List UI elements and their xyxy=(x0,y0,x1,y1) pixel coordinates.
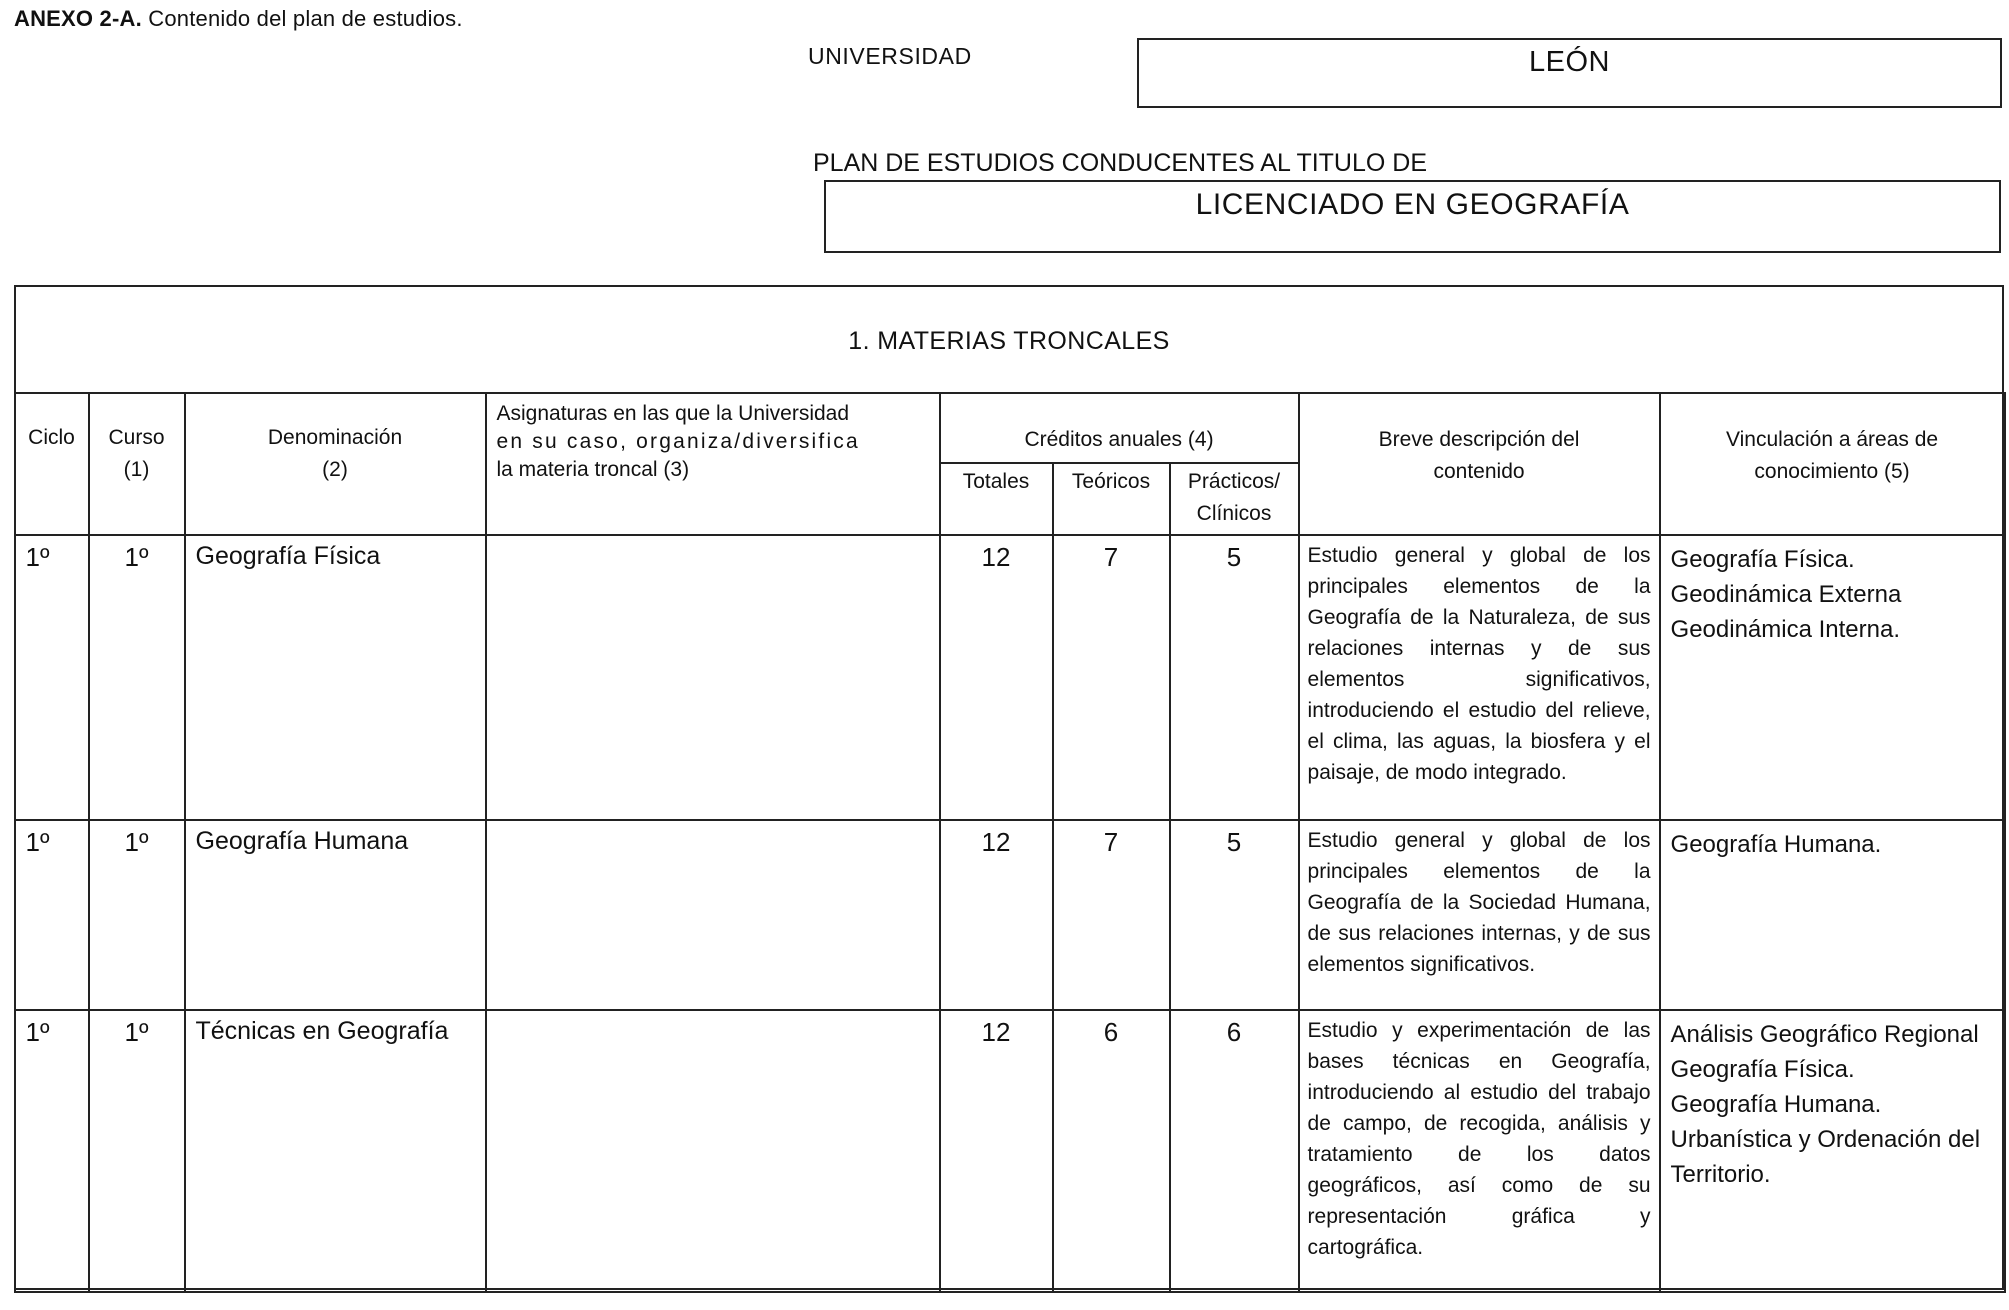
cell-descripcion: Estudio y experimentación de las bases técnicas en Geografía, introduciendo al estudio del trabajo de campo, de recogida, análisis y tratamiento de los datos geográficos, así como de su representación gráfica y cartográfica. xyxy=(1299,1010,1660,1292)
col-totales-label: Totales xyxy=(962,470,1030,493)
document-heading xyxy=(14,6,463,32)
vinculacion-item: Urbanística y Ordenación del Territorio. xyxy=(1670,1126,1981,1188)
vinculacion-item: Geografía Física. xyxy=(1670,1056,1855,1083)
cell-totales: 12 xyxy=(940,820,1053,1010)
cell-totales: 12 xyxy=(940,535,1053,820)
cell-denominacion: Geografía Física xyxy=(185,535,486,820)
col-curso-note: (1) xyxy=(123,458,150,481)
cell-practicos: 5 xyxy=(1170,820,1299,1010)
vinculacion-item: Geodinámica Externa xyxy=(1670,581,1902,608)
cell-curso: 1º xyxy=(89,1010,185,1292)
col-practicos-line2: Clínicos xyxy=(1196,502,1272,525)
anexo-label: ANEXO 2-A. xyxy=(14,6,142,31)
cell-descripcion: Estudio general y global de los principales elementos de la Geografía de la Sociedad Humana, de sus relaciones internas, y de sus elementos significativos. xyxy=(1299,820,1660,1010)
col-curso xyxy=(89,393,185,535)
col-vinculacion-line1: Vinculación a áreas de xyxy=(1725,428,1939,451)
col-curso-label: Curso xyxy=(108,426,165,449)
cell-teoricos: 6 xyxy=(1053,1010,1170,1292)
cell-denominacion: Técnicas en Geografía xyxy=(185,1010,486,1292)
vinculacion-item: Geografía Humana. xyxy=(1670,831,1882,858)
universidad-box xyxy=(1137,38,2002,108)
vinculacion-item: Geodinámica Interna. xyxy=(1670,616,1900,643)
cell-descripcion: Estudio general y global de los principales elementos de la Geografía de la Naturaleza, de sus relaciones internas y de sus elementos significativos, introduciendo el estudio del relieve, el clima, las aguas, la biosfera y el paisaje, de modo integrado. xyxy=(1299,535,1660,820)
table-row xyxy=(15,1010,2005,1292)
table-row xyxy=(15,535,2005,820)
cell-ciclo: 1º xyxy=(15,820,89,1010)
col-vinculacion-line2: conocimiento (5) xyxy=(1754,460,1910,483)
cell-teoricos: 7 xyxy=(1053,820,1170,1010)
col-vinculacion xyxy=(1660,393,2005,535)
col-practicos-line1: Prácticos/ xyxy=(1187,470,1281,493)
cell-curso: 1º xyxy=(89,535,185,820)
plan-label: PLAN DE ESTUDIOS CONDUCENTES AL TITULO DE xyxy=(813,149,1428,177)
cell-vinculacion xyxy=(1660,820,2005,1010)
col-teoricos-label: Teóricos xyxy=(1071,470,1151,493)
col-creditos xyxy=(940,393,1299,463)
vinculacion-item: Geografía Física. xyxy=(1670,546,1855,573)
plan-box xyxy=(824,180,2001,253)
col-descripcion xyxy=(1299,393,1660,535)
cell-totales: 12 xyxy=(940,1010,1053,1292)
header-row xyxy=(15,393,2005,463)
col-totales xyxy=(940,463,1053,535)
cell-practicos: 6 xyxy=(1170,1010,1299,1292)
col-asignaturas xyxy=(486,393,940,535)
vinculacion-item: Análisis Geográfico Regional xyxy=(1670,1021,1979,1048)
courses-table xyxy=(14,392,2006,1293)
cell-ciclo: 1º xyxy=(15,1010,89,1292)
universidad-label: UNIVERSIDAD xyxy=(808,43,972,69)
section-title: 1. MATERIAS TRONCALES xyxy=(848,327,1170,355)
cell-practicos: 5 xyxy=(1170,535,1299,820)
vinculacion-item: Geografía Humana. xyxy=(1670,1091,1882,1118)
cell-denominacion: Geografía Humana xyxy=(185,820,486,1010)
cell-asignaturas xyxy=(486,535,940,820)
cell-asignaturas xyxy=(486,1010,940,1292)
cell-vinculacion xyxy=(1660,1010,2005,1292)
col-asignaturas-line2: en su caso, organiza/diversifica xyxy=(496,430,860,453)
col-asignaturas-line1: Asignaturas en las que la Universidad xyxy=(496,402,850,425)
col-descripcion-line1: Breve descripción del xyxy=(1378,428,1580,451)
col-teoricos xyxy=(1053,463,1170,535)
col-denominacion-label: Denominación xyxy=(267,426,403,449)
cell-asignaturas xyxy=(486,820,940,1010)
cell-curso: 1º xyxy=(89,820,185,1010)
cell-vinculacion xyxy=(1660,535,2005,820)
col-asignaturas-line3: la materia troncal (3) xyxy=(496,458,690,481)
universidad-value: LEÓN xyxy=(1529,46,1610,78)
table-row xyxy=(15,820,2005,1010)
materias-troncales-table xyxy=(14,285,2004,1290)
col-denominacion xyxy=(185,393,486,535)
cell-ciclo: 1º xyxy=(15,535,89,820)
col-descripcion-line2: contenido xyxy=(1433,460,1525,483)
col-creditos-label: Créditos anuales (4) xyxy=(1024,428,1214,451)
col-ciclo-label: Ciclo xyxy=(28,426,75,449)
col-denominacion-note: (2) xyxy=(322,458,348,481)
plan-title: LICENCIADO EN GEOGRAFÍA xyxy=(1195,188,1630,221)
col-practicos xyxy=(1170,463,1299,535)
cell-teoricos: 7 xyxy=(1053,535,1170,820)
anexo-subtitle: Contenido del plan de estudios. xyxy=(148,6,463,31)
col-ciclo xyxy=(15,393,89,535)
